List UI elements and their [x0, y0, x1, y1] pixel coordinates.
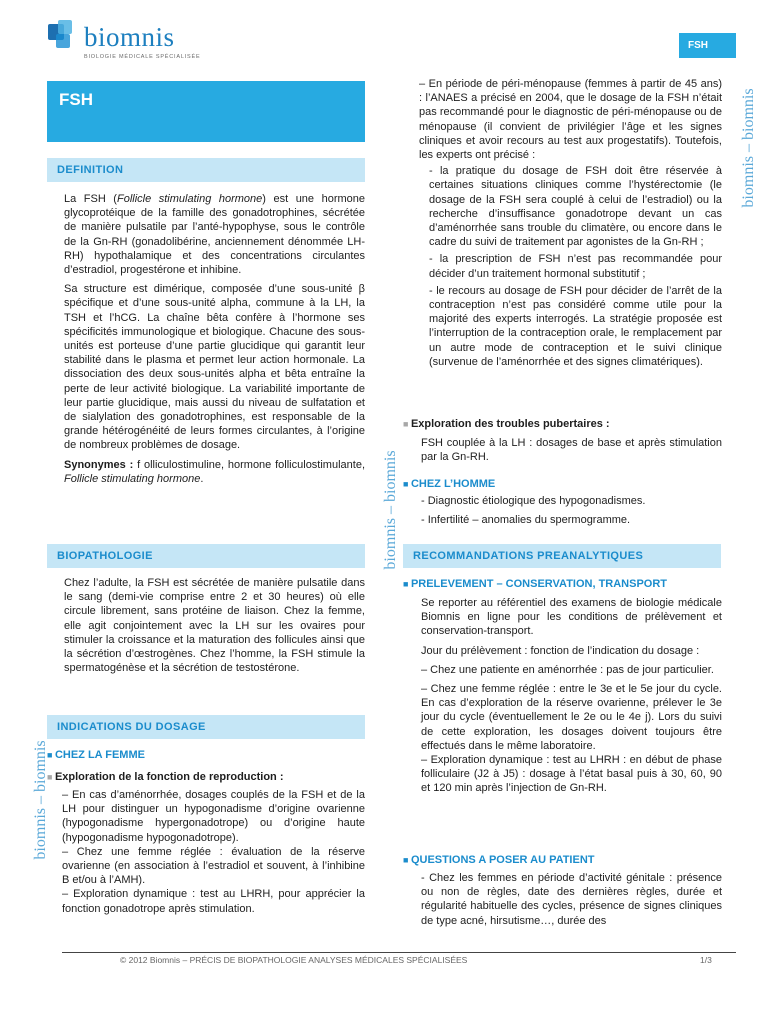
watermark-right: biomnis – biomnis: [740, 88, 757, 208]
perimenopause-point: - la prescription de FSH n’est pas recommandée pour décider d’un traitement hormonal substitutif ;: [429, 253, 722, 280]
troubles-pubertaires-heading: ■ Exploration des troubles pubertaires :: [403, 417, 610, 431]
prelevement-section: [421, 596, 722, 796]
definition-paragraph-2: Sa structure est dimérique, composée d’une sous-unité β spécifique et d’une sous-unité alpha, commune à la LH, la TSH et l’hCG. La chaîne bêta confère à l’hormone ses spécificités immunologique et biologique. Chacune des sous-unités est porteuse d’une partie glucidique qui garantit leur stabilité dans le plasma et permet leur action hormonale. La dissociation des deux sous-unités alpha et bêta entraîne la perte de leur activité biologique. La variabilité importante de leur partie glucidique, mais aussi du niveau de sulfatation et de sialylation des gonadotrophines, est responsable de la grande hétérogénéité de leurs formes circulantes, à l’origine de nombreux problèmes de dosage.: [64, 283, 365, 452]
chez-l-homme-subheading: ■ CHEZ L’HOMME: [403, 477, 495, 491]
exploration-reproduction-heading: ■ Exploration de la fonction de reproduction :: [47, 770, 284, 784]
questions-subheading: ■ QUESTIONS A POSER AU PATIENT: [403, 853, 595, 867]
prelevement-paragraph: – Exploration dynamique : test au LHRH : en début de phase folliculaire (J2 à J5) : dosage à l’état basal puis à 30, 60, 90 et 120 min après l’injection de Gn-RH.: [421, 754, 722, 795]
footer-copyright: © 2012 Biomnis – PRÉCIS DE BIOPATHOLOGIE ANALYSES MÉDICALES SPÉCIALISÉES: [120, 955, 468, 965]
troubles-pubertaires-text: FSH couplée à la LH : dosages de base et après stimulation par la Gn-RH.: [421, 437, 722, 464]
biopathologie-section: [64, 576, 365, 675]
indications-heading: INDICATIONS DU DOSAGE: [47, 715, 365, 739]
footer-divider: [62, 952, 736, 953]
indication-item: – Chez une femme réglée : évaluation de la réserve ovarienne (en association à l’estradiol et souvent, à l’inhibine B et/ou à l’AMH).: [62, 845, 365, 887]
indication-item: – En cas d’aménorrhée, dosages couplés de la FSH et de la LH pour distinguer un hypogonadisme d’origine ovarienne (hypogonadisme hypergonadotrope) ou d’origine haute (hypogonadisme hypogonadotrope).: [62, 789, 365, 844]
indication-item: – En période de péri-ménopause (femmes à partir de 45 ans) : l’ANAES a précisé en 2004, que le dosage de la FSH n’était pas recommandé pour le diagnostic de péri-ménopause ou de ménopause (il convient de privilégier l’âge et les signes cliniques et avoir recours au test aux progestatifs). Toutefois, les experts ont précisé :: [419, 78, 722, 162]
perimenopause-point: - la pratique du dosage de FSH doit être réservée à certaines situations cliniques comme l’hystérectomie (le dosage de la FSH sera couplé à celui de l’estradiol) ou la recherche d’insuffisance gonadotrope devant un cas d’aménorrhée sans trouble du climatère, ou encore dans le cadre du suivi de traitement par agonistes de la Gn-RH ;: [429, 165, 722, 249]
logo-subtitle: BIOLOGIE MÉDICALE SPÉCIALISÉE: [84, 54, 201, 60]
chez-la-femme-subheading: ■ CHEZ LA FEMME: [47, 748, 145, 762]
page-number: 1/3: [700, 955, 712, 965]
indications-femme-list: [62, 788, 365, 916]
perimenopause-block: [419, 77, 722, 369]
logo-text: biomnis: [84, 22, 175, 52]
definition-paragraph-1: La FSH (Follicle stimulating hormone) est une hormone glycoprotéique de la famille des gonadotrophines, sécrétée de manière pulsatile par l’anté-hypophyse, sous le contrôle de la Gn-RH (gonadolibérine, anciennement dénommée LH-RH) hypothalamique et des concentrations circulantes d’estradiol, progestérone et inhibine.: [64, 193, 365, 277]
definition-section: [64, 192, 365, 486]
prelevement-paragraph: Se reporter au référentiel des examens de biologie médicale Biomnis en ligne pour les conditions de prélèvement et conservation-transport.: [421, 597, 722, 638]
header-tag: FSH: [679, 33, 736, 58]
biopathologie-heading: BIOPATHOLOGIE: [47, 544, 365, 568]
questions-paragraph: - Chez les femmes en période d’activité génitale : présence ou non de règles, date des dernières règles, durée et régularité habituelle des cycles, présence de signes cliniques de type acné, hirsutisme…, durée des: [421, 872, 722, 927]
questions-section: [421, 871, 722, 928]
prelevement-paragraph: Jour du prélèvement : fonction de l’indication du dosage :: [421, 644, 700, 657]
synonyms: Synonymes : f olliculostimuline, hormone folliculostimulante, Follicle stimulating hormone.: [64, 458, 365, 485]
indication-item: – Exploration dynamique : test au LHRH, pour apprécier la fonction gonadotrope après stimulation.: [62, 888, 365, 915]
biopathologie-paragraph: Chez l’adulte, la FSH est sécrétée de manière pulsatile dans le sang (demi-vie comprise entre 2 et 30 heures) où elle circule librement, sans protéine de liaison. Chez la femme, elle agit conjointement avec la LH sur les ovaires pour stimuler la croissance et la maturation des follicules ainsi que la sécrétion d’œstrogènes. Chez l’homme, la FSH stimule la spermatogénèse et la sécrétion de testostérone.: [64, 577, 365, 675]
prelevement-paragraph: – Chez une femme réglée : entre le 3e et le 5e jour du cycle. En cas d’exploration de la réserve ovarienne, prélever le 3e jour du cycle (éventuellement le 2e ou le 4e j). Lors du suivi de cette exploration, les dosages doivent toujours être effectués dans le même laboratoire.: [421, 683, 722, 752]
watermark-middle: biomnis – biomnis: [382, 450, 399, 570]
indication-item: - Diagnostic étiologique des hypogonadismes.: [421, 495, 646, 507]
preanalytique-heading: RECOMMANDATIONS PREANALYTIQUES: [403, 544, 721, 568]
perimenopause-point: - le recours au dosage de FSH pour décider de l’arrêt de la contraception n’est pas considéré comme utile pour la majorité des experts interrogés. La stratégie proposée est l’interruption de la contraception orale, le remplacement par un autre mode de contraception et le suivi clinique (survenue de l’aménorrhée et des signes climatériques).: [429, 284, 722, 368]
prelevement-paragraph: – Chez une patiente en aménorrhée : pas de jour particulier.: [421, 663, 714, 676]
biomnis-logo-icon: [44, 18, 84, 54]
page-title: FSH: [47, 81, 365, 142]
prelevement-subheading: ■ PRELEVEMENT – CONSERVATION, TRANSPORT: [403, 577, 667, 591]
indication-item: - Infertilité – anomalies du spermogramme.: [421, 514, 631, 527]
indications-homme-list: [421, 494, 722, 527]
definition-heading: DEFINITION: [47, 158, 365, 182]
watermark-left: biomnis – biomnis: [32, 740, 49, 860]
